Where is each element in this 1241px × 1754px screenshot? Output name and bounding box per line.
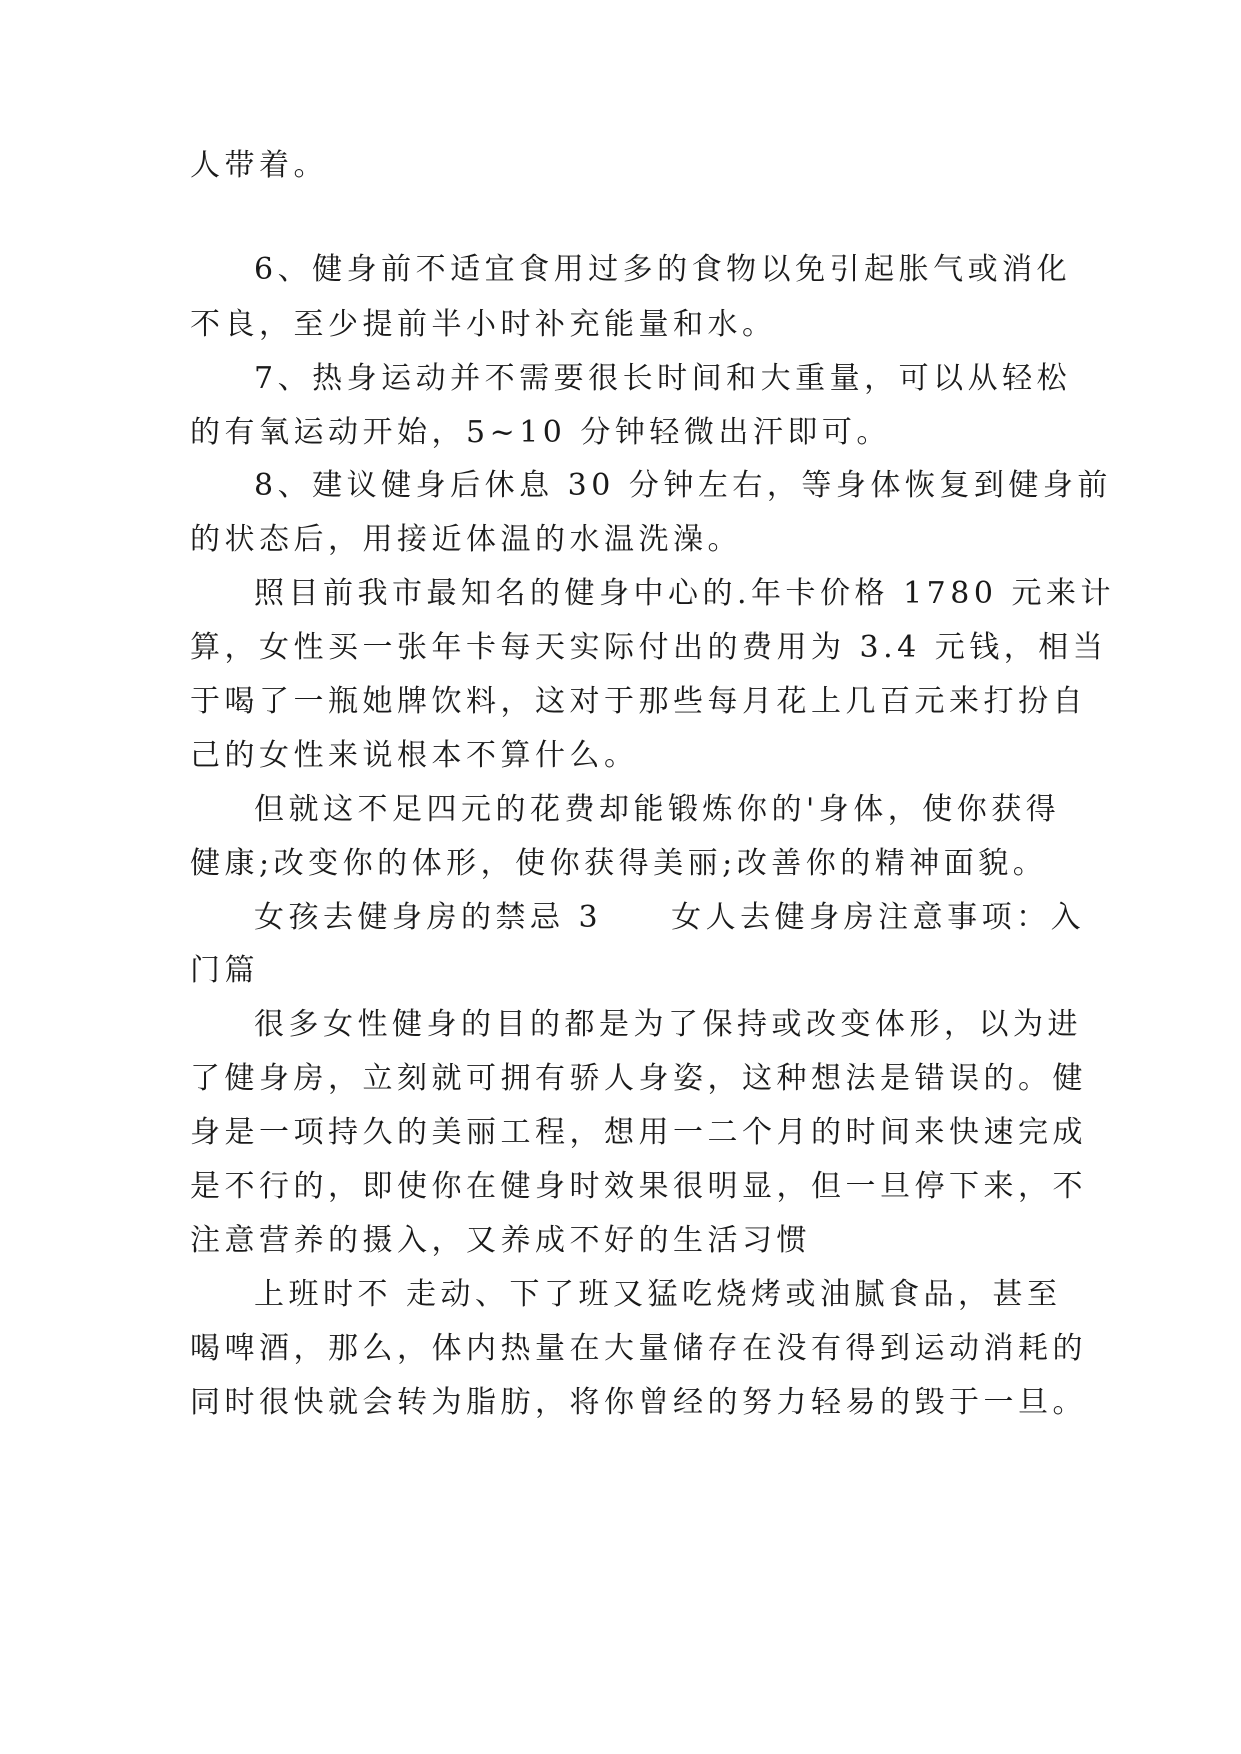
section-heading: 女孩去健身房的禁忌 3 女人去健身房注意事项：入 [254,900,1086,935]
text-line: 喝啤酒，那么，体内热量在大量储存在没有得到运动消耗的 [190,1331,1087,1366]
text-line: 6、健身前不适宜食用过多的食物以免引起胀气或消化 [254,252,1072,287]
text-line: 的状态后，用接近体温的水温洗澡。 [190,522,742,557]
text-line: 健康;改变你的体形，使你获得美丽;改善你的精神面貌。 [190,846,1048,881]
text-line: 7、热身运动并不需要很长时间和大重量，可以从轻松 [254,361,1072,396]
text-line: 的有氧运动开始，5~10 分钟轻微出汗即可。 [190,415,891,450]
text-line: 身是一项持久的美丽工程，想用一二个月的时间来快速完成 [190,1115,1087,1150]
text-line: 己的女性来说根本不算什么。 [190,738,639,773]
text-line: 算，女性买一张年卡每天实际付出的费用为 3.4 元钱，相当 [190,630,1108,665]
text-line: 注意营养的摄入，又养成不好的生活习惯 [190,1223,811,1258]
text-line: 照目前我市最知名的健身中心的.年卡价格 1780 元来计 [254,576,1115,611]
text-line: 人带着。 [190,148,328,183]
section-heading: 门篇 [190,953,259,988]
text-line: 8、建议健身后休息 30 分钟左右，等身体恢复到健身前 [254,468,1112,503]
text-line: 不良，至少提前半小时补充能量和水。 [190,307,777,342]
text-line: 是不行的，即使你在健身时效果很明显，但一旦停下来，不 [190,1169,1087,1204]
text-line: 上班时不 走动、下了班又猛吃烧烤或油腻食品，甚至 [254,1277,1062,1312]
text-line: 同时很快就会转为脂肪，将你曾经的努力轻易的毁于一旦。 [190,1385,1087,1420]
text-line: 了健身房，立刻就可拥有骄人身姿，这种想法是错误的。健 [190,1061,1087,1096]
text-line: 很多女性健身的目的都是为了保持或改变体形，以为进 [254,1007,1082,1042]
text-line: 于喝了一瓶她牌饮料，这对于那些每月花上几百元来打扮自 [190,684,1087,719]
text-line: 但就这不足四元的花费却能锻炼你的'身体，使你获得 [254,792,1061,827]
